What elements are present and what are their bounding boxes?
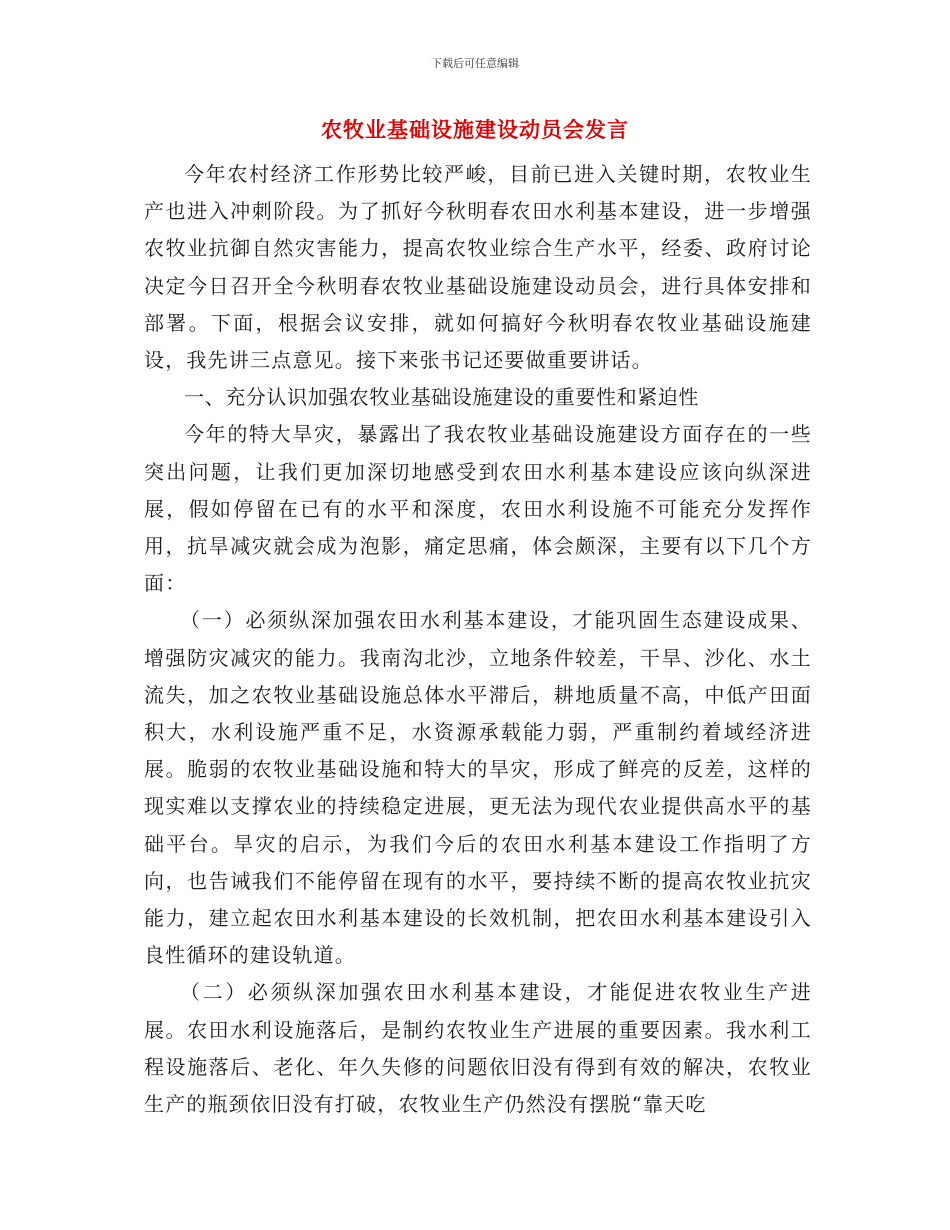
paragraph-intro: 今年农村经济工作形势比较严峻，目前已进入关键时期，农牧业生产也进入冲刺阶段。为了抓好今秋明春农田水利基本建设，进一步增强农牧业抗御自然灾害能力，提高农牧业综合生产水平，经委、政府讨论决定今日召开全今秋明春农牧业基础设施建设动员会，进行具体安排和部署。下面，根据会议安排，就如何搞好今秋明春农牧业基础设施建设，我先讲三点意见。接下来张书记还要做重要讲话。 bbox=[144, 162, 812, 373]
document-body bbox=[144, 156, 812, 1123]
header-note: 下载后可任意编辑 bbox=[431, 57, 519, 70]
paragraph-drought: 今年的特大旱灾，暴露出了我农牧业基础设施建设方面存在的一些突出问题，让我们更加深切地感受到农田水利基本建设应该向纵深进展，假如停留在已有的水平和深度，农田水利设施不可能充分发挥作用，抗旱减灾就会成为泡影，痛定思痛，体会颇深，主要有以下几个方面： bbox=[144, 422, 812, 596]
document-title: 农牧业基础设施建设动员会发言 bbox=[321, 118, 629, 142]
section-heading-1: 一、充分认识加强农牧业基础设施建设的重要性和紧迫性 bbox=[184, 385, 699, 410]
paragraph-point-1: （一）必须纵深加强农田水利基本建设，才能巩固生态建设成果、增强防灾减灾的能力。我南沟北沙，立地条件较差，干旱、沙化、水土流失，加之农牧业基础设施总体水平滞后，耕地质量不高，中低产田面积大，水利设施严重不足，水资源承载能力弱，严重制约着域经济进展。脆弱的农牧业基础设施和特大的旱灾，形成了鲜亮的反差，这样的现实难以支撑农业的持续稳定进展，更无法为现代农业提供高水平的基础平台。旱灾的启示，为我们今后的农田水利基本建设工作指明了方向，也告诫我们不能停留在现有的水平，要持续不断的提高农牧业抗灾能力，建立起农田水利基本建设的长效机制，把农田水利基本建设引入良性循环的建设轨道。 bbox=[144, 608, 812, 968]
paragraph-point-2: （二）必须纵深加强农田水利基本建设，才能促进农牧业生产进展。农田水利设施落后，是制约农牧业生产进展的重要因素。我水利工程设施落后、老化、年久失修的问题依旧没有得到有效的解决，农牧业生产的瓶颈依旧没有打破，农牧业生产仍然没有摆脱“靠天吃 bbox=[144, 980, 812, 1117]
